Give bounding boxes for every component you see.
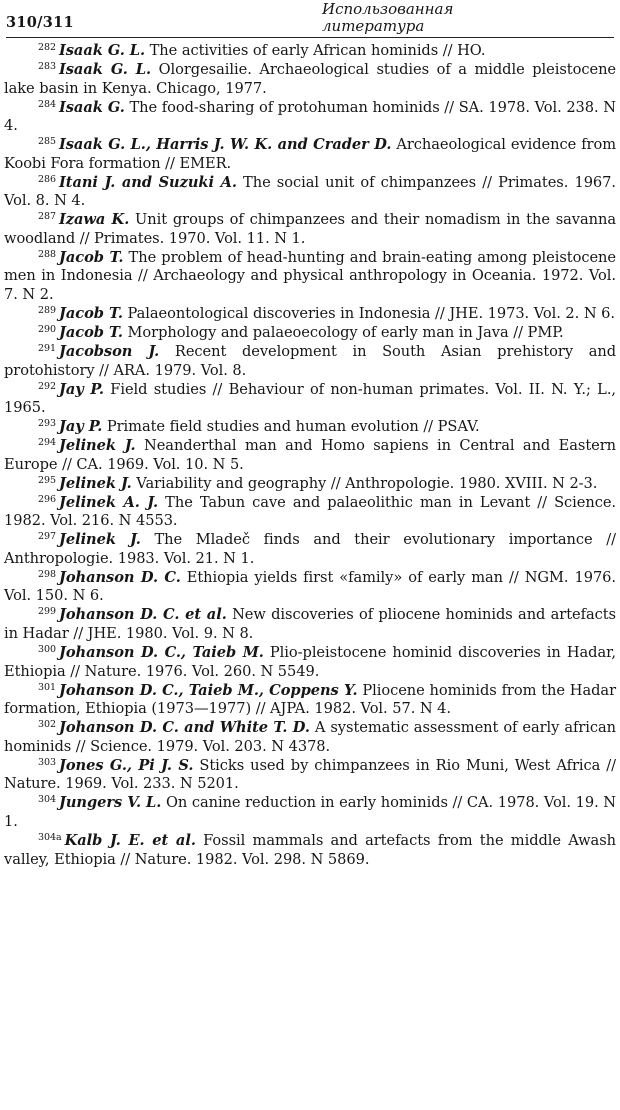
reference-number: 303 [38,756,56,768]
reference-number: 290 [38,324,56,336]
reference-entry [4,682,616,719]
reference-author: Jacobson J. [58,343,160,361]
reference-author: Johanson D. C. et al. [58,606,227,624]
reference-author: Johanson D. C., Taieb M., Coppens Y. [58,681,358,699]
reference-author: Johanson D. C. and White T. D. [58,719,310,737]
reference-number: 287 [38,211,56,223]
page-header [4,0,616,42]
reference-entry [4,324,616,343]
header-rule [6,37,614,38]
reference-author: Itani J. and Suzuki A. [58,173,237,191]
reference-number: 285 [38,136,56,148]
reference-author: Kalb J. E. et al. [64,831,196,849]
reference-author: Isaak G. L. [58,60,152,78]
reference-author: Jones G., Pi J. S. [58,756,194,774]
reference-number: 296 [38,493,56,505]
reference-author: Jelinek A. J. [58,493,159,511]
reference-text: The food-sharing of protohuman hominids // SA. 1978. Vol. 238. N 4. [4,98,616,135]
reference-entry [4,418,616,437]
reference-entry [4,211,616,248]
reference-number: 291 [38,343,56,355]
reference-text: Archaeological evidence from Koobi Fora formation // EMER. [4,136,616,172]
reference-text: Palaeontological discoveries in Indonesia // JHE. 1973. Vol. 2. N 6. [127,305,615,323]
reference-number: 301 [38,681,56,693]
reference-list [4,42,616,869]
running-title-line-1: Использованная [322,0,454,18]
reference-author: Izawa K. [58,211,130,229]
reference-author: Isaak G. [58,98,125,116]
reference-entry [4,794,616,831]
reference-entry [4,531,616,568]
reference-number: 299 [38,606,56,618]
reference-text: The Tabun cave and palaeolithic man in Levant // Science. 1982. Vol. 216. N 4553. [4,493,617,530]
reference-text: Olorgesailie. Archaeological studies of a middle pleistocene lake basin in Kenya. Chicago, 1977. [4,60,617,97]
reference-entry [4,42,616,61]
reference-author: Isaak G. L. [58,42,146,59]
reference-number: 282 [38,42,56,53]
reference-number: 302 [38,719,56,731]
reference-number: 288 [38,248,56,260]
reference-text: Ethiopia yields first «family» of early man // NGM. 1976. Vol. 150. N 6. [4,568,617,605]
reference-entry [4,644,616,681]
reference-number: 284 [38,98,56,110]
reference-number: 293 [38,418,56,430]
reference-text: The activities of early African hominids // HO. [149,42,486,59]
reference-text: Neanderthal man and Homo sapiens in Central and Eastern Europe // CA. 1969. Vol. 10. N 5. [4,437,617,473]
reference-text: Variability and geography // Anthropologie. 1980. XVIII. N 2-3. [136,474,598,492]
reference-text: The problem of head-hunting and brain-eating among pleistocene men in Indonesia // Archaeology and physical anthropology in Oceania. 1972. Vol. 7. N 2. [4,248,616,304]
reference-author: Jacob T. [58,248,124,266]
reference-author: Johanson D. C., Taieb M. [58,644,264,662]
reference-number: 286 [38,173,56,185]
reference-entry [4,719,616,756]
reference-text: Recent development in South Asian prehistory and protohistory // ARA. 1979. Vol. 8. [4,343,616,379]
reference-author: Jay P. [58,380,104,398]
reference-entry [4,343,616,380]
reference-entry [4,832,616,869]
reference-number: 298 [38,568,56,580]
reference-entry [4,606,616,643]
reference-text: Fossil mammals and artefacts from the middle Awash valley, Ethiopia // Nature. 1982. Vol. 298. N 5869. [4,831,616,868]
reference-number: 283 [38,60,56,72]
reference-text: Morphology and palaeoecology of early man in Java // PMP. [127,324,564,342]
reference-entry [4,437,616,474]
reference-author: Jelinek J. [58,437,136,455]
reference-author: Isaak G. L., Harris J. W. K. and Crader D. [58,136,392,154]
running-title-line-2: литература [322,17,425,35]
reference-entry [4,61,616,98]
reference-author: Jelinek J. [58,531,141,549]
reference-text: The Mladeč finds and their evolutionary importance // Anthropologie. 1983. Vol. 21. N 1. [4,531,617,567]
reference-number: 289 [38,305,56,317]
reference-entry [4,381,616,418]
reference-author: Johanson D. C. [58,568,181,586]
reference-number: 300 [38,644,56,656]
reference-text: Sticks used by chimpanzees in Rio Muni, West Africa // Nature. 1969. Vol. 233. N 5201. [4,756,617,793]
reference-author: Jacob T. [58,305,123,323]
reference-number: 297 [38,531,56,543]
reference-text: New discoveries of pliocene hominids and artefacts in Hadar // JHE. 1980. Vol. 9. N 8. [4,606,616,643]
reference-entry [4,305,616,324]
reference-text: On canine reduction in early hominids // CA. 1978. Vol. 19. N 1. [4,794,617,830]
reference-text: A systematic assessment of early african hominids // Science. 1979. Vol. 203. N 4378. [4,719,616,755]
reference-text: Unit groups of chimpanzees and their nomadism in the savanna woodland // Primates. 1970. Vol. 11. N 1. [4,211,616,247]
reference-entry [4,99,616,136]
reference-entry [4,494,616,531]
reference-entry [4,757,616,794]
reference-entry [4,174,616,211]
reference-text: Pliocene hominids from the Hadar formation, Ethiopia (1973—1977) // AJPA. 1982. Vol. 57. N 4. [4,681,616,718]
reference-author: Jungers V. L. [58,794,162,812]
reference-entry [4,569,616,606]
reference-author: Jacob T. [58,324,123,342]
reference-number: 304 [38,794,56,806]
reference-text: The social unit of chimpanzees // Primates. 1967. Vol. 8. N 4. [4,173,616,210]
reference-author: Jelinek J. [58,474,132,492]
reference-text: Plio-pleistocene hominid discoveries in Hadar, Ethiopia // Nature. 1976. Vol. 260. N 5549. [4,644,617,680]
reference-text: Field studies // Behaviour of non-human primates. Vol. II. N. Y.; L., 1965. [4,380,616,417]
reference-number: 304a [38,831,62,843]
running-title [322,1,453,35]
reference-text: Primate field studies and human evolution // PSAV. [106,418,480,436]
reference-entry [4,136,616,173]
reference-author: Jay P. [58,418,103,436]
reference-number: 295 [38,474,56,486]
reference-entry [4,475,616,494]
reference-number: 292 [38,380,56,392]
page-number: 310/311 [6,14,74,31]
reference-entry [4,249,616,305]
reference-number: 294 [38,437,56,449]
